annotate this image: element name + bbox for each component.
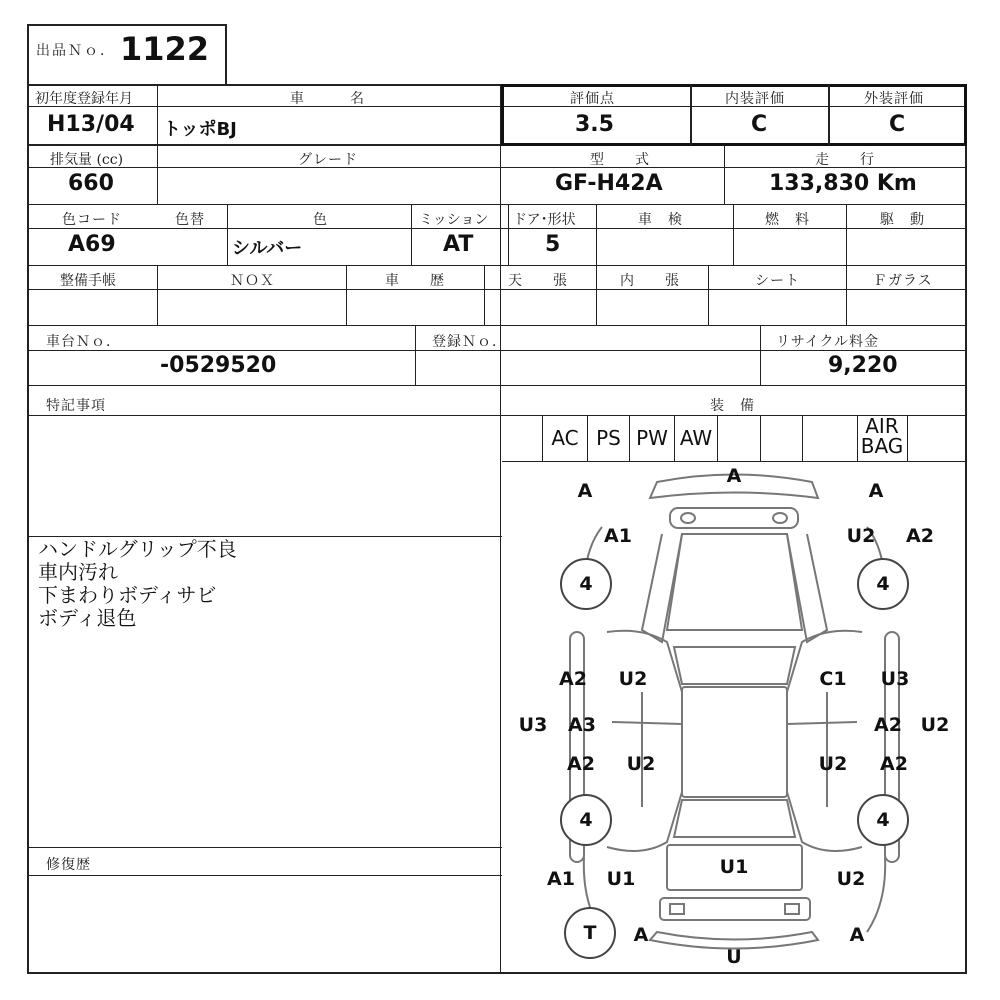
windshield-outline <box>674 647 795 684</box>
door-label: ドア･形状 <box>513 212 576 228</box>
hood-outline <box>642 534 682 642</box>
recycle-value: 9,220 <box>828 353 898 378</box>
grid-line <box>27 204 967 205</box>
remarks-label: 特記事項 <box>46 398 106 414</box>
damage-mark: A <box>633 924 649 946</box>
grid-line <box>157 265 158 326</box>
grid-line <box>27 385 967 386</box>
grid-line <box>802 415 803 461</box>
damage-mark: A <box>868 480 884 502</box>
grid-line <box>760 325 761 386</box>
damage-mark: A <box>849 924 865 946</box>
damage-mark: A3 <box>568 714 596 736</box>
damage-mark: A2 <box>559 668 587 690</box>
grid-line <box>415 325 416 386</box>
interior-label: 内装評価 <box>725 91 785 107</box>
displacement-value: 660 <box>68 171 114 196</box>
displacement-label: 排気量 (cc) <box>50 152 124 168</box>
grid-line <box>542 415 543 461</box>
damage-mark: U2 <box>836 868 866 890</box>
roof-outline <box>682 687 787 797</box>
damage-mark: A1 <box>547 868 575 890</box>
grid-line <box>27 325 967 326</box>
tire-front-left: 4 <box>560 558 612 610</box>
registration-label: 登録Ｎｏ． <box>432 334 507 350</box>
grid-line <box>907 415 908 461</box>
damage-mark: U2 <box>626 753 656 775</box>
headlight-outline <box>681 513 695 523</box>
mission-label: ミッション <box>419 212 489 228</box>
equipment-air: AIR <box>865 414 899 438</box>
exterior-label: 外装評価 <box>864 91 924 107</box>
rear-glass-outline <box>674 800 795 837</box>
grid-line <box>346 265 347 326</box>
door-value: 5 <box>545 232 561 257</box>
chassis-value: -0529520 <box>160 353 277 378</box>
grid-line <box>484 265 485 326</box>
reg-date-value: H13/04 <box>47 112 135 137</box>
nox-label: ＮＯＸ <box>230 273 275 289</box>
remark-line: 車内汚れ <box>38 560 118 584</box>
exterior-value: C <box>889 112 906 137</box>
interior-lining-label: 内 張 <box>620 273 680 289</box>
roof-lining-label: 天 張 <box>508 273 568 289</box>
lot-number-label: 出品Ｎｏ． <box>36 43 116 59</box>
damage-mark: U2 <box>920 714 950 736</box>
grid-line <box>27 875 502 876</box>
damage-mark: A1 <box>604 525 632 547</box>
grid-line <box>733 204 734 265</box>
door-line <box>612 722 682 724</box>
grid-line <box>27 289 967 290</box>
lot-number-value: 1122 <box>120 30 210 68</box>
equipment-ps: PS <box>596 426 621 450</box>
grid-line <box>724 145 725 205</box>
interior-value: C <box>751 112 768 137</box>
spare-tire: T <box>564 907 616 959</box>
remark-line: ハンドルグリップ不良 <box>38 537 237 561</box>
mileage-label: 走 行 <box>815 152 875 168</box>
tire-rear-left: 4 <box>560 794 612 846</box>
damage-mark: U3 <box>880 668 910 690</box>
front-grille-outline <box>670 508 798 528</box>
reg-date-label: 初年度登録年月 <box>35 91 133 107</box>
equipment-pw: PW <box>636 426 668 450</box>
grid-line <box>27 265 967 266</box>
equipment-bag: BAG <box>860 434 904 458</box>
service-book-label: 整備手帳 <box>60 273 116 289</box>
equipment-label: 装 備 <box>710 398 755 414</box>
damage-mark: U2 <box>618 668 648 690</box>
score-value: 3.5 <box>575 112 614 137</box>
headlight-outline <box>773 513 787 523</box>
tire-front-right: 4 <box>857 558 909 610</box>
grid-line <box>500 84 501 974</box>
remark-line: 下まわりボディサビ <box>38 583 217 607</box>
damage-mark: A2 <box>906 525 934 547</box>
remarks-list <box>38 538 237 630</box>
remark-line: ボディ退色 <box>38 606 137 630</box>
taillight-outline <box>670 904 684 914</box>
damage-mark: U2 <box>818 753 848 775</box>
car-history-label: 車 歴 <box>385 273 445 289</box>
mileage-value: 133,830 Km <box>769 171 917 196</box>
model-value: GF-H42A <box>555 171 663 196</box>
car-name-label: 車 名 <box>290 91 365 107</box>
right-side-outline <box>787 631 862 851</box>
rear-right-fender <box>867 857 885 932</box>
drive-label: 駆 動 <box>880 212 925 228</box>
damage-mark: U <box>726 946 742 968</box>
damage-mark: U1 <box>606 868 636 890</box>
damage-mark: U2 <box>846 525 876 547</box>
front-glass-label: Ｆガラス <box>873 273 933 289</box>
left-side-outline <box>607 631 682 851</box>
grid-line <box>27 228 967 229</box>
hood-outline <box>787 534 827 642</box>
damage-mark: A2 <box>874 714 902 736</box>
color-value: シルバー <box>232 238 303 259</box>
inspection-label: 車 検 <box>638 212 683 228</box>
model-label: 型 式 <box>590 152 650 168</box>
grid-line <box>508 204 509 265</box>
car-name-value: トッポBJ <box>163 119 237 140</box>
rear-panel-outline <box>660 898 810 920</box>
damage-mark: A <box>577 480 593 502</box>
mission-value: AT <box>443 232 474 257</box>
grid-line <box>690 84 692 145</box>
grid-line <box>227 204 228 265</box>
grid-line <box>708 265 709 326</box>
chassis-label: 車台Ｎｏ． <box>46 334 121 350</box>
damage-mark: C1 <box>819 668 847 690</box>
grid-line <box>760 415 761 461</box>
grid-line <box>411 204 412 265</box>
color-code-value: A69 <box>68 232 116 257</box>
damage-mark: A2 <box>567 753 595 775</box>
grid-line <box>157 84 158 205</box>
grid-line <box>828 84 830 145</box>
score-label: 評価点 <box>570 91 615 107</box>
grid-line <box>717 415 718 461</box>
damage-mark: A <box>726 465 742 487</box>
recolor-label: 色替 <box>175 212 205 228</box>
color-code-label: 色コード <box>62 212 122 228</box>
seat-label: シート <box>755 273 800 289</box>
equipment-aw: AW <box>679 426 713 450</box>
grid-line <box>27 847 502 848</box>
repair-history-label: 修復歴 <box>46 857 91 873</box>
grid-line <box>846 204 847 326</box>
taillight-outline <box>785 904 799 914</box>
color-label: 色 <box>313 212 328 228</box>
damage-mark: U3 <box>518 714 548 736</box>
hood-outline <box>667 534 802 630</box>
damage-mark: A2 <box>880 753 908 775</box>
damage-mark: U1 <box>719 856 749 878</box>
equipment-grid <box>502 415 967 462</box>
recycle-label: リサイクル料金 <box>776 334 880 350</box>
fuel-label: 燃 料 <box>765 212 810 228</box>
door-line <box>787 722 857 724</box>
grade-label: グレード <box>298 152 358 168</box>
grid-line <box>596 204 597 326</box>
tire-rear-right: 4 <box>857 794 909 846</box>
equipment-ac: AC <box>551 426 579 450</box>
